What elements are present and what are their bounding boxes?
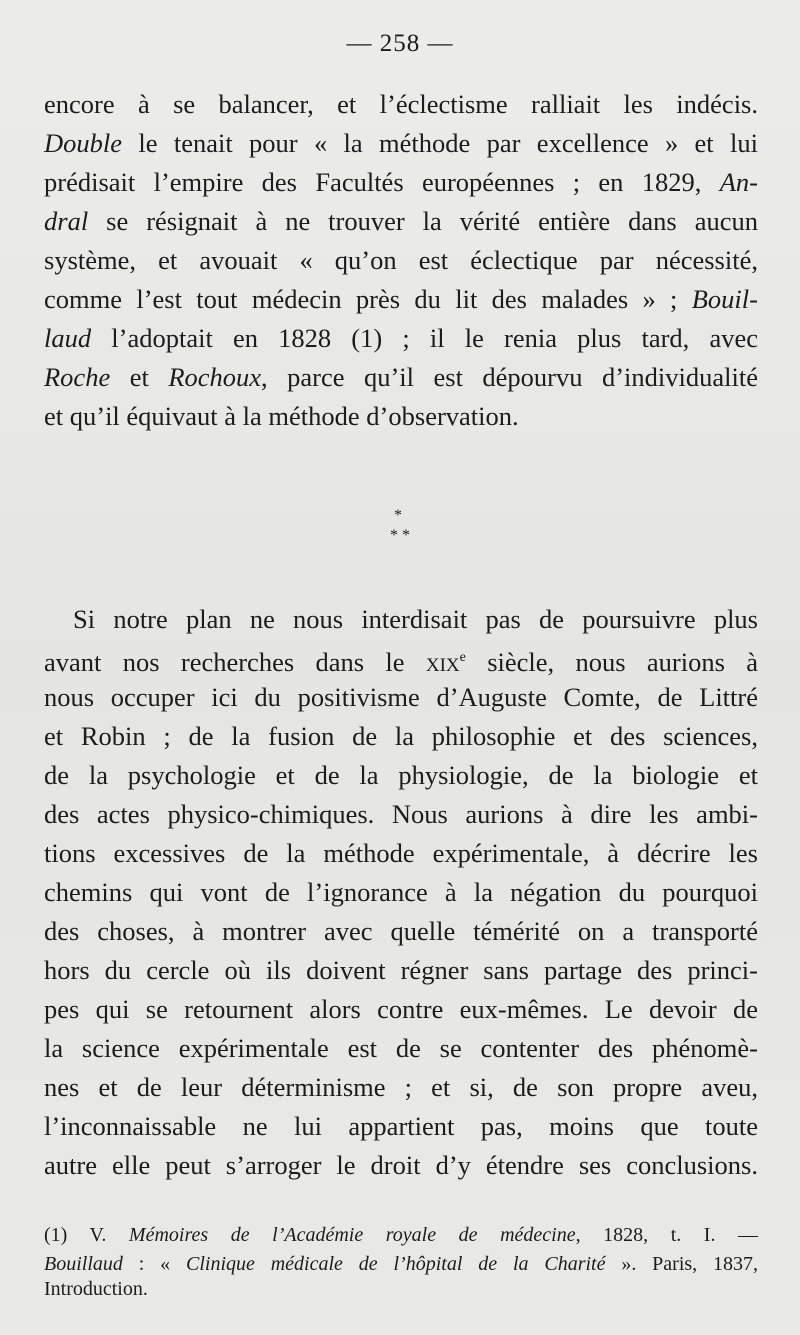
text-line	[44, 322, 758, 354]
text-run: Introduction.	[44, 1278, 148, 1300]
footnote-title: Clinique médicale de l’hôpital de la Charité	[186, 1253, 606, 1275]
text-run: et	[110, 362, 169, 392]
text-line	[44, 954, 758, 986]
footnote-line	[44, 1251, 758, 1277]
text-line	[44, 1032, 758, 1064]
text-line	[44, 642, 758, 677]
text-run: comme l’est tout médecin près du lit des malades » ;	[44, 284, 692, 314]
text-run: la science expérimentale est de se contenter des phénomè-	[44, 1033, 758, 1063]
text-line	[44, 720, 758, 752]
footnote-marker: (1) V.	[44, 1224, 129, 1246]
text-run: et qu’il équivaut à la méthode d’observation.	[44, 401, 519, 431]
text-line	[44, 876, 758, 908]
text-line	[44, 205, 758, 237]
asterism-top: *	[394, 507, 402, 524]
text-line	[44, 361, 758, 393]
text-run: l’inconnaissable ne lui appartient pas, moins que toute	[44, 1111, 758, 1141]
century-numeral: xix	[425, 646, 460, 677]
text-run: prédisait l’empire des Facultés européennes ; en 1829,	[44, 167, 720, 197]
text-line	[44, 127, 758, 159]
page-number: — 258 —	[346, 30, 454, 57]
text-run: tions excessives de la méthode expérimentale, à décrire les	[44, 838, 758, 868]
text-line	[44, 400, 519, 432]
text-line	[44, 244, 758, 276]
author-name: Double	[44, 128, 123, 158]
text-line	[44, 993, 758, 1025]
text-line	[44, 166, 758, 198]
text-line	[44, 759, 758, 791]
superscript: e	[459, 650, 466, 665]
text-run: ». Paris, 1837,	[605, 1253, 759, 1275]
text-run: des actes physico-chimiques. Nous aurions à dire les ambi-	[44, 799, 758, 829]
text-run: Si notre plan ne nous interdisait pas de poursuivre plus	[73, 604, 758, 634]
author-name: dral	[44, 206, 89, 236]
text-run: et Robin ; de la fusion de la philosophie et des sciences,	[44, 721, 758, 751]
text-line	[44, 681, 758, 713]
text-line	[44, 1110, 758, 1142]
text-line	[73, 603, 758, 635]
footnote-line	[44, 1276, 148, 1302]
text-line	[44, 798, 758, 830]
text-run: pes qui se retournent alors contre eux-mêmes. Le devoir de	[44, 994, 758, 1024]
text-run: l’adoptait en 1828 (1) ; il le renia plus tard, avec	[91, 323, 758, 353]
text-line	[44, 88, 758, 120]
text-line	[44, 1071, 758, 1103]
text-line	[44, 283, 758, 315]
text-run: nous occuper ici du positivisme d’Auguste Comte, de Littré	[44, 682, 758, 712]
text-run: , parce qu’il est dépourvu d’individualité	[261, 362, 759, 392]
author-name: laud	[44, 323, 92, 353]
text-run: de la psychologie et de la physiologie, de la biologie et	[44, 760, 758, 790]
author-name: An-	[719, 167, 758, 197]
text-line	[44, 915, 758, 947]
text-run: se résignait à ne trouver la vérité entière dans aucun	[88, 206, 758, 236]
text-run: système, et avouait « qu’on est éclectique par nécessité,	[44, 245, 758, 275]
text-run: autre elle peut s’arroger le droit d’y étendre ses conclusions.	[44, 1150, 758, 1180]
text-run: le tenait pour « la méthode par excellence » et lui	[122, 128, 758, 158]
text-run: siècle, nous aurions à	[465, 646, 758, 677]
footnote-line	[44, 1222, 758, 1248]
text-run: des choses, à montrer avec quelle témérité on a transporté	[44, 916, 758, 946]
text-run: chemins qui vont de l’ignorance à la négation du pourquoi	[44, 877, 758, 907]
text-run: : «	[122, 1253, 186, 1275]
text-line	[44, 837, 758, 869]
author-name: Rochoux	[168, 362, 262, 392]
text-run: , 1828, t. I. —	[575, 1224, 759, 1246]
author-name: Roche	[44, 362, 111, 392]
text-run: hors du cercle où ils doivent régner sans partage des princi-	[44, 955, 758, 985]
author-name: Bouil-	[691, 284, 758, 314]
asterism-bottom: * *	[390, 527, 410, 544]
text-run: encore à se balancer, et l’éclectisme ralliait les indécis.	[44, 89, 758, 119]
text-run: nes et de leur déterminisme ; et si, de son propre aveu,	[44, 1072, 758, 1102]
text-run: avant nos recherches dans le	[44, 646, 426, 677]
footnote-title: Mémoires de l’Académie royale de médecine	[128, 1224, 576, 1246]
text-line	[44, 1149, 758, 1181]
author-name: Bouillaud	[44, 1253, 123, 1275]
